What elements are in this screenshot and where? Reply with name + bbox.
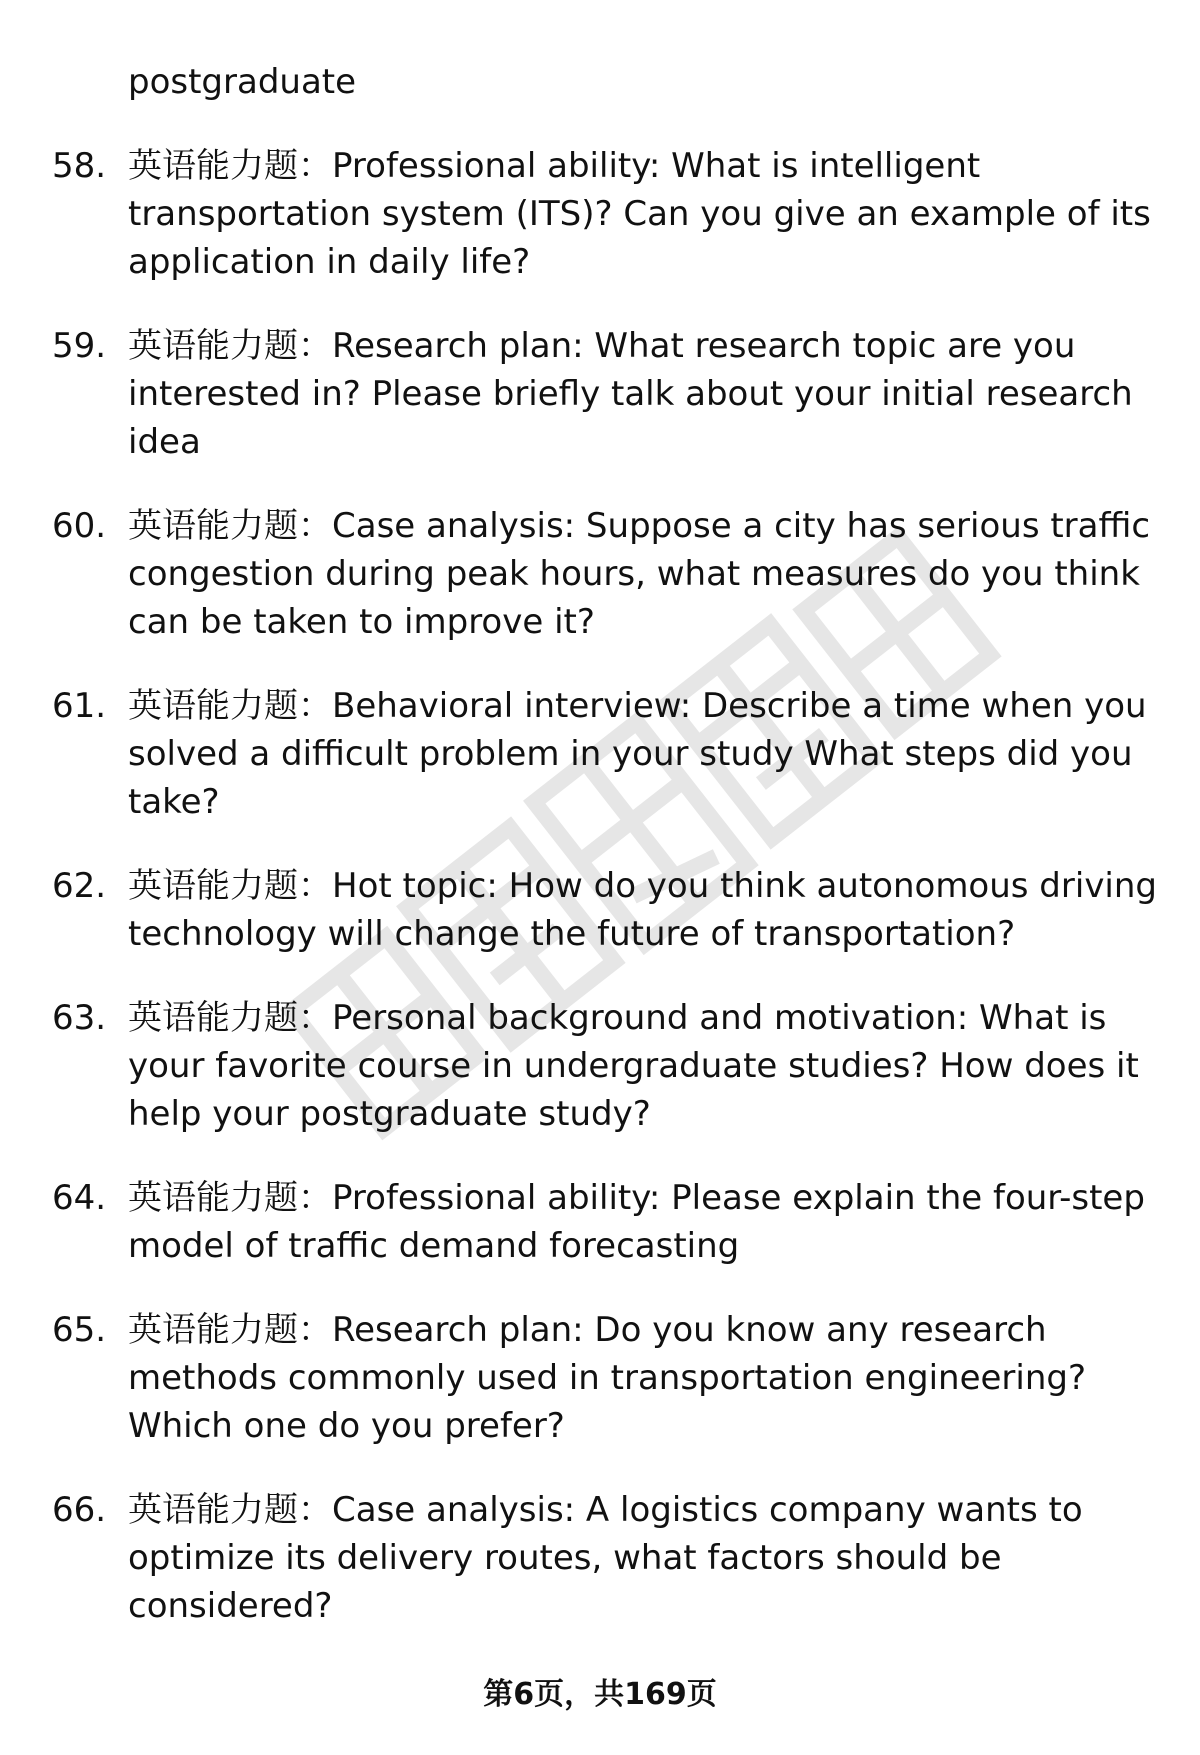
- question-item-64: [0, 1174, 1162, 1270]
- question-text: 英语能力题：Professional ability: Please explain the four-step model of traffic demand forecasting: [128, 1178, 1145, 1266]
- question-number: 64.: [52, 1178, 107, 1218]
- question-text: 英语能力题：Case analysis: Suppose a city has serious traffic congestion during peak hours, what measures do you think can be taken to improve it?: [128, 506, 1151, 642]
- question-item-65: [0, 1306, 1162, 1450]
- question-number: 58.: [52, 146, 107, 186]
- question-number: 61.: [52, 686, 107, 726]
- continuation-text: postgraduate: [128, 62, 357, 102]
- question-item-60: [0, 502, 1162, 646]
- question-number: 66.: [52, 1490, 107, 1530]
- question-item-66: [0, 1486, 1162, 1630]
- question-text: 英语能力题：Case analysis: A logistics company wants to optimize its delivery routes, what factors should be considered?: [128, 1490, 1083, 1626]
- question-text: 英语能力题：Personal background and motivation: What is your favorite course in undergraduate studies? How does it help your postgraduate study?: [128, 998, 1139, 1134]
- question-text: 英语能力题：Research plan: Do you know any research methods commonly used in transportation engineering? Which one do you prefer?: [128, 1310, 1087, 1446]
- question-text: 英语能力题：Research plan: What research topic are you interested in? Please briefly talk about your initial research idea: [128, 326, 1133, 462]
- question-number: 59.: [52, 326, 107, 366]
- question-number: 62.: [52, 866, 107, 906]
- question-item-59: [0, 322, 1162, 466]
- question-number: 60.: [52, 506, 107, 546]
- question-list: [0, 142, 1200, 1666]
- question-text: 英语能力题：Hot topic: How do you think autonomous driving technology will change the future of transportation?: [128, 866, 1158, 954]
- page-footer: 第6页，共169页: [483, 1677, 717, 1712]
- question-number: 63.: [52, 998, 107, 1038]
- question-text: 英语能力题：Behavioral interview: Describe a time when you solved a difficult problem in your study What steps did you take?: [128, 686, 1147, 822]
- question-text: 英语能力题：Professional ability: What is intelligent transportation system (ITS)? Can you give an example of its application in daily life?: [128, 146, 1151, 282]
- question-item-63: [0, 994, 1162, 1138]
- question-item-62: [0, 862, 1162, 958]
- question-item-58: [0, 142, 1162, 286]
- question-item-61: [0, 682, 1162, 826]
- question-number: 65.: [52, 1310, 107, 1350]
